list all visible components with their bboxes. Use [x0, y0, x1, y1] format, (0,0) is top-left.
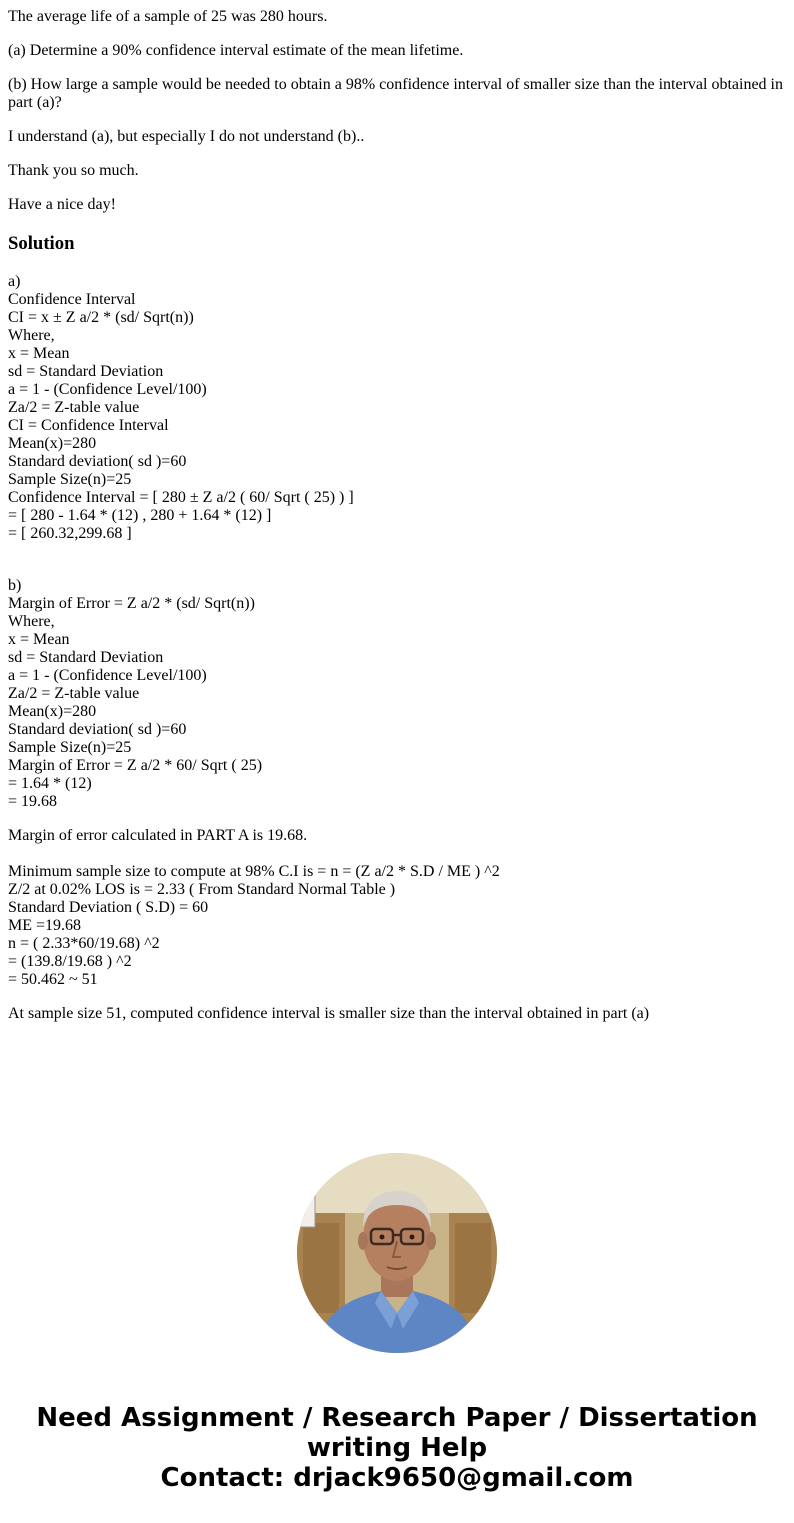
- solution-conclusion: At sample size 51, computed confidence interval is smaller size than the interval obtained in part (a): [8, 1005, 650, 1022]
- solution-line: Confidence Interval = [ 280 ± Z a/2 ( 60/ Sqrt ( 25) ) ]: [8, 489, 354, 506]
- solution-part-b: [8, 577, 262, 811]
- question-intro: The average life of a sample of 25 was 280 hours.: [8, 8, 328, 25]
- solution-line: = (139.8/19.68 ) ^2: [8, 953, 132, 970]
- solution-line: Where,: [8, 613, 55, 630]
- solution-heading: Solution: [8, 233, 75, 254]
- solution-line: Mean(x)=280: [8, 703, 97, 720]
- solution-line: = 1.64 * (12): [8, 775, 92, 792]
- solution-line: x = Mean: [8, 345, 70, 362]
- footer-advertisement: [0, 1403, 794, 1493]
- footer-contact: Contact: drjack9650@gmail.com: [160, 1463, 634, 1493]
- footer-line-1: Need Assignment / Research Paper / Dissertation: [36, 1403, 758, 1433]
- solution-line: = 19.68: [8, 793, 58, 810]
- solution-line: Mean(x)=280: [8, 435, 97, 452]
- solution-line: CI = x ± Z a/2 * (sd/ Sqrt(n)): [8, 309, 194, 326]
- solution-line: Margin of Error = Z a/2 * (sd/ Sqrt(n)): [8, 595, 255, 612]
- solution-line: Standard Deviation ( S.D) = 60: [8, 899, 209, 916]
- solution-line: = [ 280 - 1.64 * (12) , 280 + 1.64 * (12) ]: [8, 507, 272, 524]
- solution-line: Where,: [8, 327, 55, 344]
- question-closing: Have a nice day!: [8, 196, 116, 213]
- solution-line: Margin of Error = Z a/2 * 60/ Sqrt ( 25): [8, 757, 263, 774]
- solution-line: b): [8, 577, 22, 594]
- solution-line: Z/2 at 0.02% LOS is = 2.33 ( From Standard Normal Table ): [8, 881, 396, 898]
- solution-line: = 50.462 ~ 51: [8, 971, 98, 988]
- solution-line: a = 1 - (Confidence Level/100): [8, 381, 207, 398]
- solution-part-a: [8, 273, 354, 543]
- question-thanks: Thank you so much.: [8, 162, 139, 179]
- question-part-a: (a) Determine a 90% confidence interval estimate of the mean lifetime.: [8, 42, 464, 59]
- footer-line-2: writing Help: [306, 1433, 488, 1463]
- solution-line: Standard deviation( sd )=60: [8, 453, 187, 470]
- solution-line: = [ 260.32,299.68 ]: [8, 525, 132, 542]
- solution-line: Sample Size(n)=25: [8, 739, 132, 756]
- solution-line: Confidence Interval: [8, 291, 136, 308]
- solution-line: ME =19.68: [8, 917, 82, 934]
- question-note: I understand (a), but especially I do not understand (b)..: [8, 128, 365, 145]
- author-portrait-image: [297, 1153, 497, 1353]
- solution-line: Sample Size(n)=25: [8, 471, 132, 488]
- solution-line: Za/2 = Z-table value: [8, 399, 140, 416]
- solution-line: x = Mean: [8, 631, 70, 648]
- solution-line: a = 1 - (Confidence Level/100): [8, 667, 207, 684]
- solution-line: CI = Confidence Interval: [8, 417, 169, 434]
- author-avatar: [297, 1153, 497, 1353]
- solution-line: sd = Standard Deviation: [8, 649, 164, 666]
- sample-size-calculation: [8, 863, 500, 989]
- solution-line: Standard deviation( sd )=60: [8, 721, 187, 738]
- question-part-b: (b) How large a sample would be needed to obtain a 98% confidence interval of smaller size than the interval obtained in part (a)?: [8, 76, 783, 111]
- solution-line: Za/2 = Z-table value: [8, 685, 140, 702]
- solution-line: a): [8, 273, 21, 290]
- margin-of-error-statement: Margin of error calculated in PART A is 19.68.: [8, 827, 308, 844]
- solution-line: n = ( 2.33*60/19.68) ^2: [8, 935, 160, 952]
- solution-line: sd = Standard Deviation: [8, 363, 164, 380]
- solution-line: Minimum sample size to compute at 98% C.I is = n = (Z a/2 * S.D / ME ) ^2: [8, 863, 500, 880]
